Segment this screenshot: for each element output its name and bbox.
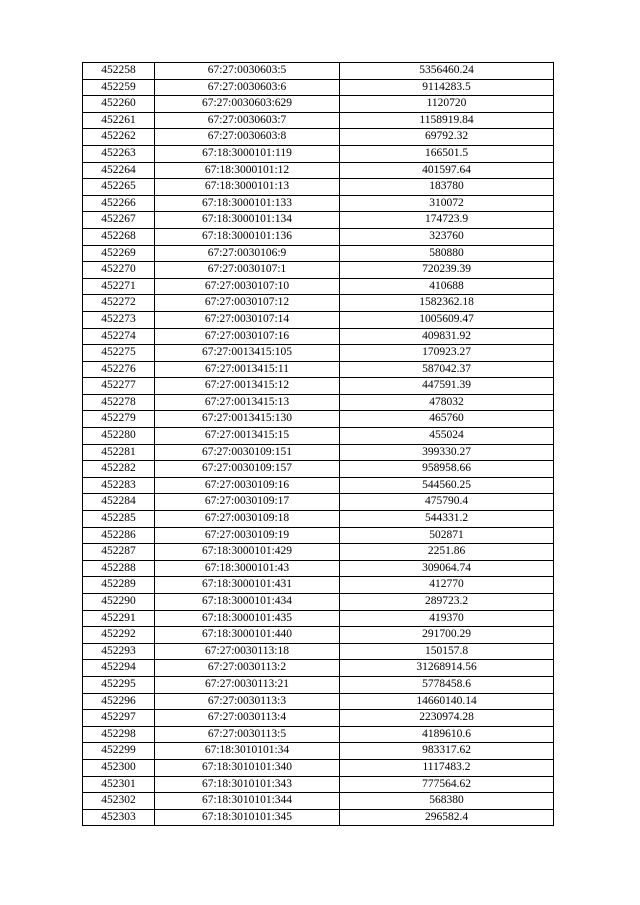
row-number-cell: 452295	[83, 676, 155, 693]
cadastral-value-cell: 580880	[340, 245, 554, 262]
table-body	[83, 63, 554, 826]
cadastral-number-cell: 67:27:0030106:9	[155, 245, 340, 262]
row-number-cell: 452273	[83, 311, 155, 328]
cadastral-number-cell: 67:27:0030603:5	[155, 63, 340, 80]
cadastral-value-cell: 720239.39	[340, 262, 554, 279]
table-row	[83, 262, 554, 279]
row-number-cell: 452260	[83, 96, 155, 113]
cadastral-number-cell: 67:18:3000101:440	[155, 627, 340, 644]
table-row	[83, 494, 554, 511]
row-number-cell: 452281	[83, 444, 155, 461]
cadastral-number-cell: 67:18:3010101:344	[155, 793, 340, 810]
cadastral-number-cell: 67:27:0030107:12	[155, 295, 340, 312]
row-number-cell: 452287	[83, 544, 155, 561]
cadastral-value-cell: 478032	[340, 394, 554, 411]
cadastral-value-cell: 323760	[340, 228, 554, 245]
table-row	[83, 676, 554, 693]
row-number-cell: 452301	[83, 776, 155, 793]
cadastral-value-cell: 31268914.56	[340, 660, 554, 677]
table-row	[83, 726, 554, 743]
cadastral-number-cell: 67:27:0013415:13	[155, 394, 340, 411]
table-row	[83, 311, 554, 328]
row-number-cell: 452290	[83, 594, 155, 611]
table-row	[83, 112, 554, 129]
cadastral-number-cell: 67:18:3000101:431	[155, 577, 340, 594]
table-row	[83, 345, 554, 362]
row-number-cell: 452264	[83, 162, 155, 179]
cadastral-number-cell: 67:18:3000101:12	[155, 162, 340, 179]
cadastral-value-cell: 5356460.24	[340, 63, 554, 80]
table-row	[83, 511, 554, 528]
row-number-cell: 452276	[83, 361, 155, 378]
table-row	[83, 428, 554, 445]
cadastral-number-cell: 67:27:0030107:1	[155, 262, 340, 279]
row-number-cell: 452269	[83, 245, 155, 262]
cadastral-value-cell: 983317.62	[340, 743, 554, 760]
cadastral-value-cell: 587042.37	[340, 361, 554, 378]
table-row	[83, 577, 554, 594]
row-number-cell: 452297	[83, 710, 155, 727]
cadastral-value-cell: 2230974.28	[340, 710, 554, 727]
cadastral-value-cell: 170923.27	[340, 345, 554, 362]
cadastral-number-cell: 67:18:3000101:133	[155, 195, 340, 212]
cadastral-value-cell: 183780	[340, 179, 554, 196]
cadastral-number-cell: 67:27:0013415:15	[155, 428, 340, 445]
table-row	[83, 660, 554, 677]
cadastral-value-cell: 291700.29	[340, 627, 554, 644]
cadastral-value-cell: 2251.86	[340, 544, 554, 561]
cadastral-number-cell: 67:27:0030107:10	[155, 278, 340, 295]
table-row	[83, 461, 554, 478]
cadastral-value-cell: 401597.64	[340, 162, 554, 179]
table-row	[83, 162, 554, 179]
table-row	[83, 394, 554, 411]
table-row	[83, 610, 554, 627]
cadastral-number-cell: 67:27:0030603:629	[155, 96, 340, 113]
cadastral-number-cell: 67:27:0013415:105	[155, 345, 340, 362]
row-number-cell: 452267	[83, 212, 155, 229]
cadastral-value-cell: 777564.62	[340, 776, 554, 793]
table-row	[83, 96, 554, 113]
cadastral-value-cell: 409831.92	[340, 328, 554, 345]
cadastral-number-cell: 67:27:0030109:157	[155, 461, 340, 478]
cadastral-value-cell: 544331.2	[340, 511, 554, 528]
cadastral-value-cell: 14660140.14	[340, 693, 554, 710]
row-number-cell: 452261	[83, 112, 155, 129]
table-row	[83, 378, 554, 395]
cadastral-value-cell: 310072	[340, 195, 554, 212]
table-row	[83, 245, 554, 262]
cadastral-value-cell: 4189610.6	[340, 726, 554, 743]
table-row	[83, 776, 554, 793]
cadastral-value-cell: 412770	[340, 577, 554, 594]
cadastral-value-cell: 399330.27	[340, 444, 554, 461]
table-row	[83, 809, 554, 826]
table-row	[83, 710, 554, 727]
row-number-cell: 452271	[83, 278, 155, 295]
table-row	[83, 195, 554, 212]
table-row	[83, 328, 554, 345]
table-row	[83, 527, 554, 544]
cadastral-number-cell: 67:27:0030109:151	[155, 444, 340, 461]
row-number-cell: 452302	[83, 793, 155, 810]
row-number-cell: 452259	[83, 79, 155, 96]
row-number-cell: 452282	[83, 461, 155, 478]
row-number-cell: 452286	[83, 527, 155, 544]
row-number-cell: 452292	[83, 627, 155, 644]
cadastral-number-cell: 67:27:0013415:130	[155, 411, 340, 428]
cadastral-value-cell: 174723.9	[340, 212, 554, 229]
table-row	[83, 411, 554, 428]
row-number-cell: 452298	[83, 726, 155, 743]
table-row	[83, 145, 554, 162]
cadastral-value-cell: 5778458.6	[340, 676, 554, 693]
table-row	[83, 179, 554, 196]
cadastral-value-cell: 1158919.84	[340, 112, 554, 129]
row-number-cell: 452293	[83, 643, 155, 660]
row-number-cell: 452303	[83, 809, 155, 826]
table-row	[83, 295, 554, 312]
cadastral-value-cell: 475790.4	[340, 494, 554, 511]
cadastral-value-cell: 568380	[340, 793, 554, 810]
cadastral-number-cell: 67:18:3000101:435	[155, 610, 340, 627]
cadastral-number-cell: 67:18:3010101:345	[155, 809, 340, 826]
cadastral-value-table	[82, 62, 554, 826]
cadastral-value-cell: 69792.32	[340, 129, 554, 146]
row-number-cell: 452266	[83, 195, 155, 212]
table-row	[83, 63, 554, 80]
row-number-cell: 452284	[83, 494, 155, 511]
cadastral-value-cell: 289723.2	[340, 594, 554, 611]
row-number-cell: 452277	[83, 378, 155, 395]
cadastral-number-cell: 67:18:3000101:13	[155, 179, 340, 196]
row-number-cell: 452275	[83, 345, 155, 362]
table-row	[83, 627, 554, 644]
cadastral-number-cell: 67:27:0013415:12	[155, 378, 340, 395]
row-number-cell: 452296	[83, 693, 155, 710]
table-row	[83, 743, 554, 760]
row-number-cell: 452283	[83, 477, 155, 494]
table-row	[83, 793, 554, 810]
cadastral-value-cell: 1005609.47	[340, 311, 554, 328]
cadastral-value-cell: 1120720	[340, 96, 554, 113]
table-row	[83, 477, 554, 494]
cadastral-number-cell: 67:27:0030109:16	[155, 477, 340, 494]
cadastral-value-cell: 447591.39	[340, 378, 554, 395]
cadastral-number-cell: 67:27:0030603:8	[155, 129, 340, 146]
table-row	[83, 444, 554, 461]
table-row	[83, 560, 554, 577]
cadastral-value-cell: 502871	[340, 527, 554, 544]
row-number-cell: 452262	[83, 129, 155, 146]
cadastral-number-cell: 67:27:0030109:19	[155, 527, 340, 544]
cadastral-number-cell: 67:18:3000101:43	[155, 560, 340, 577]
cadastral-number-cell: 67:27:0030113:18	[155, 643, 340, 660]
cadastral-number-cell: 67:27:0030113:2	[155, 660, 340, 677]
cadastral-number-cell: 67:18:3010101:340	[155, 759, 340, 776]
row-number-cell: 452279	[83, 411, 155, 428]
row-number-cell: 452300	[83, 759, 155, 776]
table-row	[83, 79, 554, 96]
table-row	[83, 643, 554, 660]
row-number-cell: 452270	[83, 262, 155, 279]
row-number-cell: 452288	[83, 560, 155, 577]
table-row	[83, 212, 554, 229]
cadastral-number-cell: 67:27:0030107:16	[155, 328, 340, 345]
cadastral-number-cell: 67:27:0030109:17	[155, 494, 340, 511]
row-number-cell: 452278	[83, 394, 155, 411]
cadastral-value-cell: 1117483.2	[340, 759, 554, 776]
cadastral-number-cell: 67:27:0030113:3	[155, 693, 340, 710]
cadastral-value-cell: 9114283.5	[340, 79, 554, 96]
row-number-cell: 452289	[83, 577, 155, 594]
cadastral-number-cell: 67:18:3000101:134	[155, 212, 340, 229]
table-row	[83, 228, 554, 245]
row-number-cell: 452294	[83, 660, 155, 677]
cadastral-value-cell: 465760	[340, 411, 554, 428]
cadastral-number-cell: 67:27:0030603:6	[155, 79, 340, 96]
table-row	[83, 129, 554, 146]
cadastral-value-cell: 419370	[340, 610, 554, 627]
cadastral-value-cell: 150157.8	[340, 643, 554, 660]
cadastral-number-cell: 67:18:3000101:119	[155, 145, 340, 162]
row-number-cell: 452274	[83, 328, 155, 345]
table-row	[83, 361, 554, 378]
table-row	[83, 594, 554, 611]
cadastral-number-cell: 67:18:3000101:136	[155, 228, 340, 245]
cadastral-number-cell: 67:27:0030109:18	[155, 511, 340, 528]
cadastral-value-cell: 309064.74	[340, 560, 554, 577]
row-number-cell: 452263	[83, 145, 155, 162]
row-number-cell: 452299	[83, 743, 155, 760]
cadastral-value-cell: 410688	[340, 278, 554, 295]
cadastral-number-cell: 67:18:3000101:434	[155, 594, 340, 611]
table-row	[83, 759, 554, 776]
cadastral-value-cell: 296582.4	[340, 809, 554, 826]
cadastral-number-cell: 67:27:0030113:4	[155, 710, 340, 727]
table-row	[83, 693, 554, 710]
cadastral-number-cell: 67:18:3000101:429	[155, 544, 340, 561]
row-number-cell: 452280	[83, 428, 155, 445]
cadastral-value-cell: 166501.5	[340, 145, 554, 162]
cadastral-value-cell: 1582362.18	[340, 295, 554, 312]
row-number-cell: 452291	[83, 610, 155, 627]
cadastral-number-cell: 67:27:0030113:5	[155, 726, 340, 743]
cadastral-number-cell: 67:27:0013415:11	[155, 361, 340, 378]
cadastral-value-cell: 544560.25	[340, 477, 554, 494]
cadastral-number-cell: 67:27:0030603:7	[155, 112, 340, 129]
row-number-cell: 452268	[83, 228, 155, 245]
cadastral-number-cell: 67:27:0030113:21	[155, 676, 340, 693]
row-number-cell: 452285	[83, 511, 155, 528]
cadastral-number-cell: 67:18:3010101:34	[155, 743, 340, 760]
row-number-cell: 452265	[83, 179, 155, 196]
cadastral-number-cell: 67:18:3010101:343	[155, 776, 340, 793]
table-row	[83, 278, 554, 295]
row-number-cell: 452272	[83, 295, 155, 312]
table-row	[83, 544, 554, 561]
cadastral-value-cell: 455024	[340, 428, 554, 445]
cadastral-value-cell: 958958.66	[340, 461, 554, 478]
cadastral-number-cell: 67:27:0030107:14	[155, 311, 340, 328]
row-number-cell: 452258	[83, 63, 155, 80]
